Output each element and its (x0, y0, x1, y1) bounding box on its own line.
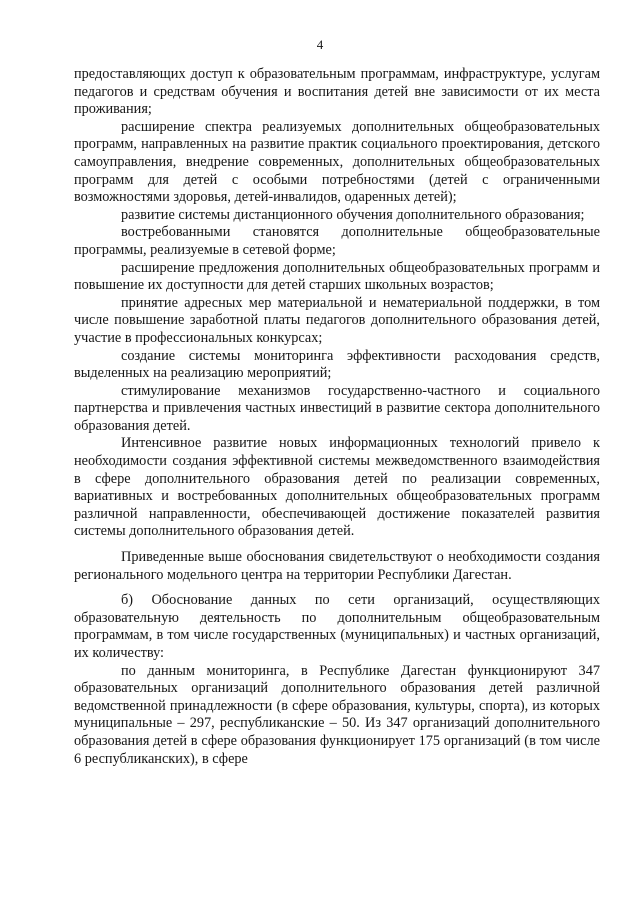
paragraph: принятие адресных мер материальной и нематериальной поддержки, в том числе повышение заработной платы педагогов дополнительного образования детей, участие в профессиональных конкурсах; (74, 294, 600, 346)
paragraph: развитие системы дистанционного обучения дополнительного образования; (121, 206, 585, 223)
paragraph: б) Обоснование данных по сети организаций, осуществляющих образовательную деятельность по дополнительным общеобразовательным программам, в том числе государственных (муниципальных) и частных организаций, их количеству: (74, 592, 600, 661)
paragraph: стимулирование механизмов государственно-частного и социального партнерства и привлечения частных инвестиций в развитие сектора дополнительного образования детей. (74, 382, 600, 434)
paragraph: расширение предложения дополнительных общеобразовательных программ и повышение их доступности для детей старших школьных возрастов; (74, 259, 600, 294)
paragraph: создание системы мониторинга эффективности расходования средств, выделенных на реализацию мероприятий; (74, 347, 600, 382)
paragraph: Интенсивное развитие новых информационных технологий привело к необходимости создания эффективной системы межведомственного взаимодействия в сфере дополнительного образования детей по реализации современных, вариативных и востребованных дополнительных общеобразовательных программ различной направленности, обеспечивающей достижение показателей развития системы дополнительного образования детей. (74, 435, 600, 540)
paragraph: расширение спектра реализуемых дополнительных общеобразовательных программ, направленных на развитие практик социального проектирования, детского самоуправления, внедрение современных, дополнительных общеобразовательных программ для детей с особыми потребностями (детей с ограниченными возможностями здоровья, детей-инвалидов, одаренных детей); (74, 118, 600, 206)
paragraph: предоставляющих доступ к образовательным программам, инфраструктуре, услугам педагогов и средствам обучения и воспитания детей вне зависимости от их места проживания; (74, 66, 600, 118)
paragraph: по данным мониторинга, в Республике Дагестан функционируют 347 образовательных организаций дополнительного образования детей различной ведомственной принадлежности (в сфере образования, культуры, спорта), из которых муниципальные – 297, республиканские – 50. Из 347 организаций дополнительного образования детей в сфере образования функционирует 175 организаций (в том числе 6 республиканских), в сфере (74, 662, 600, 767)
document-body (74, 66, 600, 768)
page-number: 4 (316, 37, 324, 52)
paragraph: востребованными становятся дополнительные общеобразовательные программы, реализуемые в сетевой форме; (74, 224, 600, 258)
paragraph: Приведенные выше обоснования свидетельствуют о необходимости создания регионального модельного центра на территории Республики Дагестан. (74, 549, 600, 583)
